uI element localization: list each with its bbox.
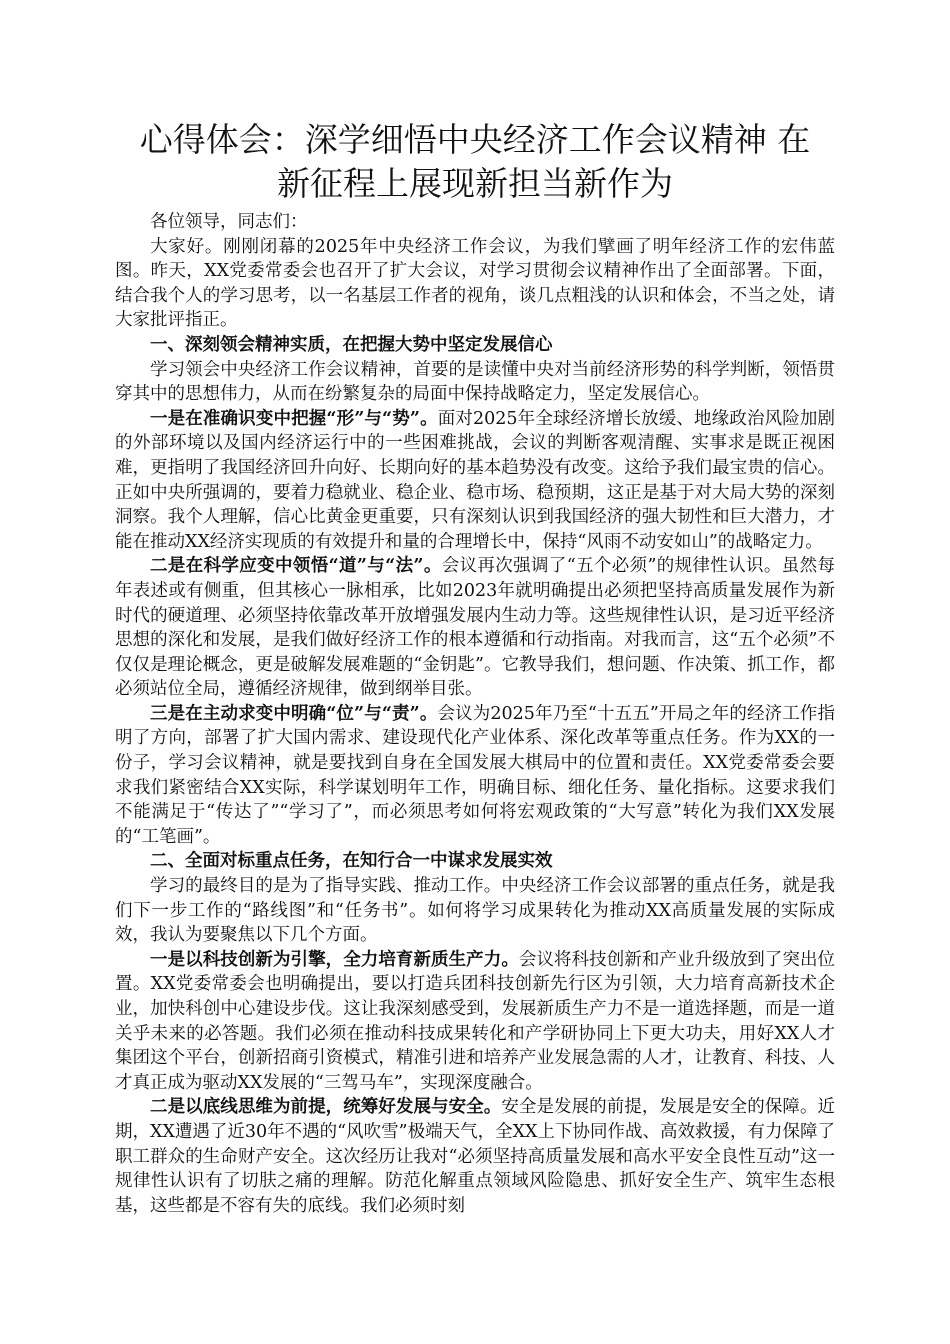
section-1-point-3 [115, 702, 835, 850]
section-2-point-1-lead: 一是以科技创新为引擎，全力培育新质生产力。 [150, 949, 519, 970]
document-title [115, 118, 835, 206]
section-1-intro: 学习领会中央经济工作会议精神，首要的是读懂中央对当前经济形势的科学判断，领悟贯穿其中的思想伟力，从而在纷繁复杂的局面中保持战略定力，坚定发展信心。 [115, 359, 835, 405]
section-2-point-1-text: 会议将科技创新和产业升级放到了突出位置。XX党委常委会也明确提出，要以打造兵团科技创新先行区为引领，大力培育高新技术企业，加快科创中心建设步伐。这让我深刻感受到，发展新质生产力不是一道选择题，而是一道关乎未来的必答题。我们必须在推动科技成果转化和产学研协同上下更大功夫，用好XX人才集团这个平台，创新招商引资模式，精准引进和培养产业发展急需的人才，让教育、科技、人才真正成为驱动XX发展的“三驾马车”，实现深度融合。 [115, 949, 836, 1093]
section-1-point-2-lead: 二是在科学应变中领悟“道”与“法”。 [150, 556, 442, 577]
section-1-point-1-text: 面对2025年全球经济增长放缓、地缘政治风险加剧的外部环境以及国内经济运行中的一些困难挑战，会议的判断客观清醒、实事求是既正视困难，更指明了我国经济回升向好、长期向好的基本趋势没有改变。这给予我们最宝贵的信心。正如中央所强调的，要着力稳就业、稳企业、稳市场、稳预期，这正是基于对大局大势的深刻洞察。我个人理解，信心比黄金更重要，只有深刻认识到我国经济的强大韧性和巨大潜力，才能在推动XX经济实现质的有效提升和量的合理增长中，保持“风雨不动安如山”的战略定力。 [115, 408, 835, 552]
section-2-point-2 [115, 1095, 835, 1218]
greeting: 各位领导，同志们： [150, 212, 308, 232]
section-1-point-2-text: 会议再次强调了“五个必须”的规律性认识。虽然每年表述或有侧重，但其核心一脉相承，比如2023年就明确提出必须把坚持高质量发展作为新时代的硬道理、必须坚持依靠改革开放增强发展内生动力等。这些规律性认识，是习近平经济思想的深化和发展，是我们做好经济工作的根本遵循和行动指南。对我而言，这“五个必须”不仅仅是理论概念，更是破解发展难题的“金钥匙”。它教导我们，想问题、作决策、抓工作，都必须站位全局，遵循经济规律，做到纲举目张。 [115, 556, 835, 700]
section-2-point-2-lead: 二是以底线思维为前提，统筹好发展与安全。 [150, 1097, 502, 1118]
title-line-2: 新征程上展现新担当新作为 [277, 164, 673, 203]
section-1-point-3-text: 会议为2025年乃至“十五五”开局之年的经济工作指明了方向，部署了扩大国内需求、建设现代化产业体系、深化改革等重点任务。作为XX的一份子，学习会议精神，就是要找到自身在全国发展大棋局中的位置和责任。XX党委常委会要求我们紧密结合XX实际，科学谋划明年工作，明确目标、细化任务、量化指标。这要求我们不能满足于“传达了”“学习了”，而必须思考如何将宏观政策的“大写意”转化为我们XX发展的“工笔画”。 [115, 703, 835, 847]
section-1-point-3-lead: 三是在主动求变中明确“位”与“责”。 [150, 703, 438, 724]
section-1-point-2 [115, 554, 835, 702]
document-page [115, 118, 835, 1218]
title-line-1: 心得体会：深学细悟中央经济工作会议精神 在 [139, 120, 811, 159]
section-2-intro: 学习的最终目的是为了指导实践、推动工作。中央经济工作会议部署的重点任务，就是我们下一步工作的“路线图”和“任务书”。如何将学习成果转化为推动XX高质量发展的实际成效，我认为要聚焦以下几个方面。 [115, 876, 835, 946]
section-1-point-1 [115, 407, 835, 555]
section-2-point-2-text: 安全是发展的前提，发展是安全的保障。近期，XX遭遇了近30年不遇的“风吹雪”极端天气，全XX上下协同作战、高效救援，有力保障了职工群众的生命财产安全。这次经历让我对“必须坚持高质量发展和高水平安全良性互动”这一规律性认识有了切肤之痛的理解。防范化解重点领域风险隐患、抓好安全生产、筑牢生态根基，这些都是不容有失的底线。我们必须时刻 [115, 1097, 836, 1216]
section-2-point-1 [115, 948, 835, 1096]
section-2-heading: 二、全面对标重点任务，在知行合一中谋求发展实效 [150, 851, 553, 872]
section-1-point-1-lead: 一是在准确识变中把握“形”与“势”。 [150, 408, 438, 429]
intro-paragraph: 大家好。刚刚闭幕的2025年中央经济工作会议，为我们擘画了明年经济工作的宏伟蓝图。昨天，XX党委常委会也召开了扩大会议，对学习贯彻会议精神作出了全面部署。下面，结合我个人的学习思考，以一名基层工作者的视角，谈几点粗浅的认识和体会，不当之处，请大家批评指正。 [115, 236, 835, 331]
section-1-heading: 一、深刻领会精神实质，在把握大势中坚定发展信心 [150, 334, 553, 355]
